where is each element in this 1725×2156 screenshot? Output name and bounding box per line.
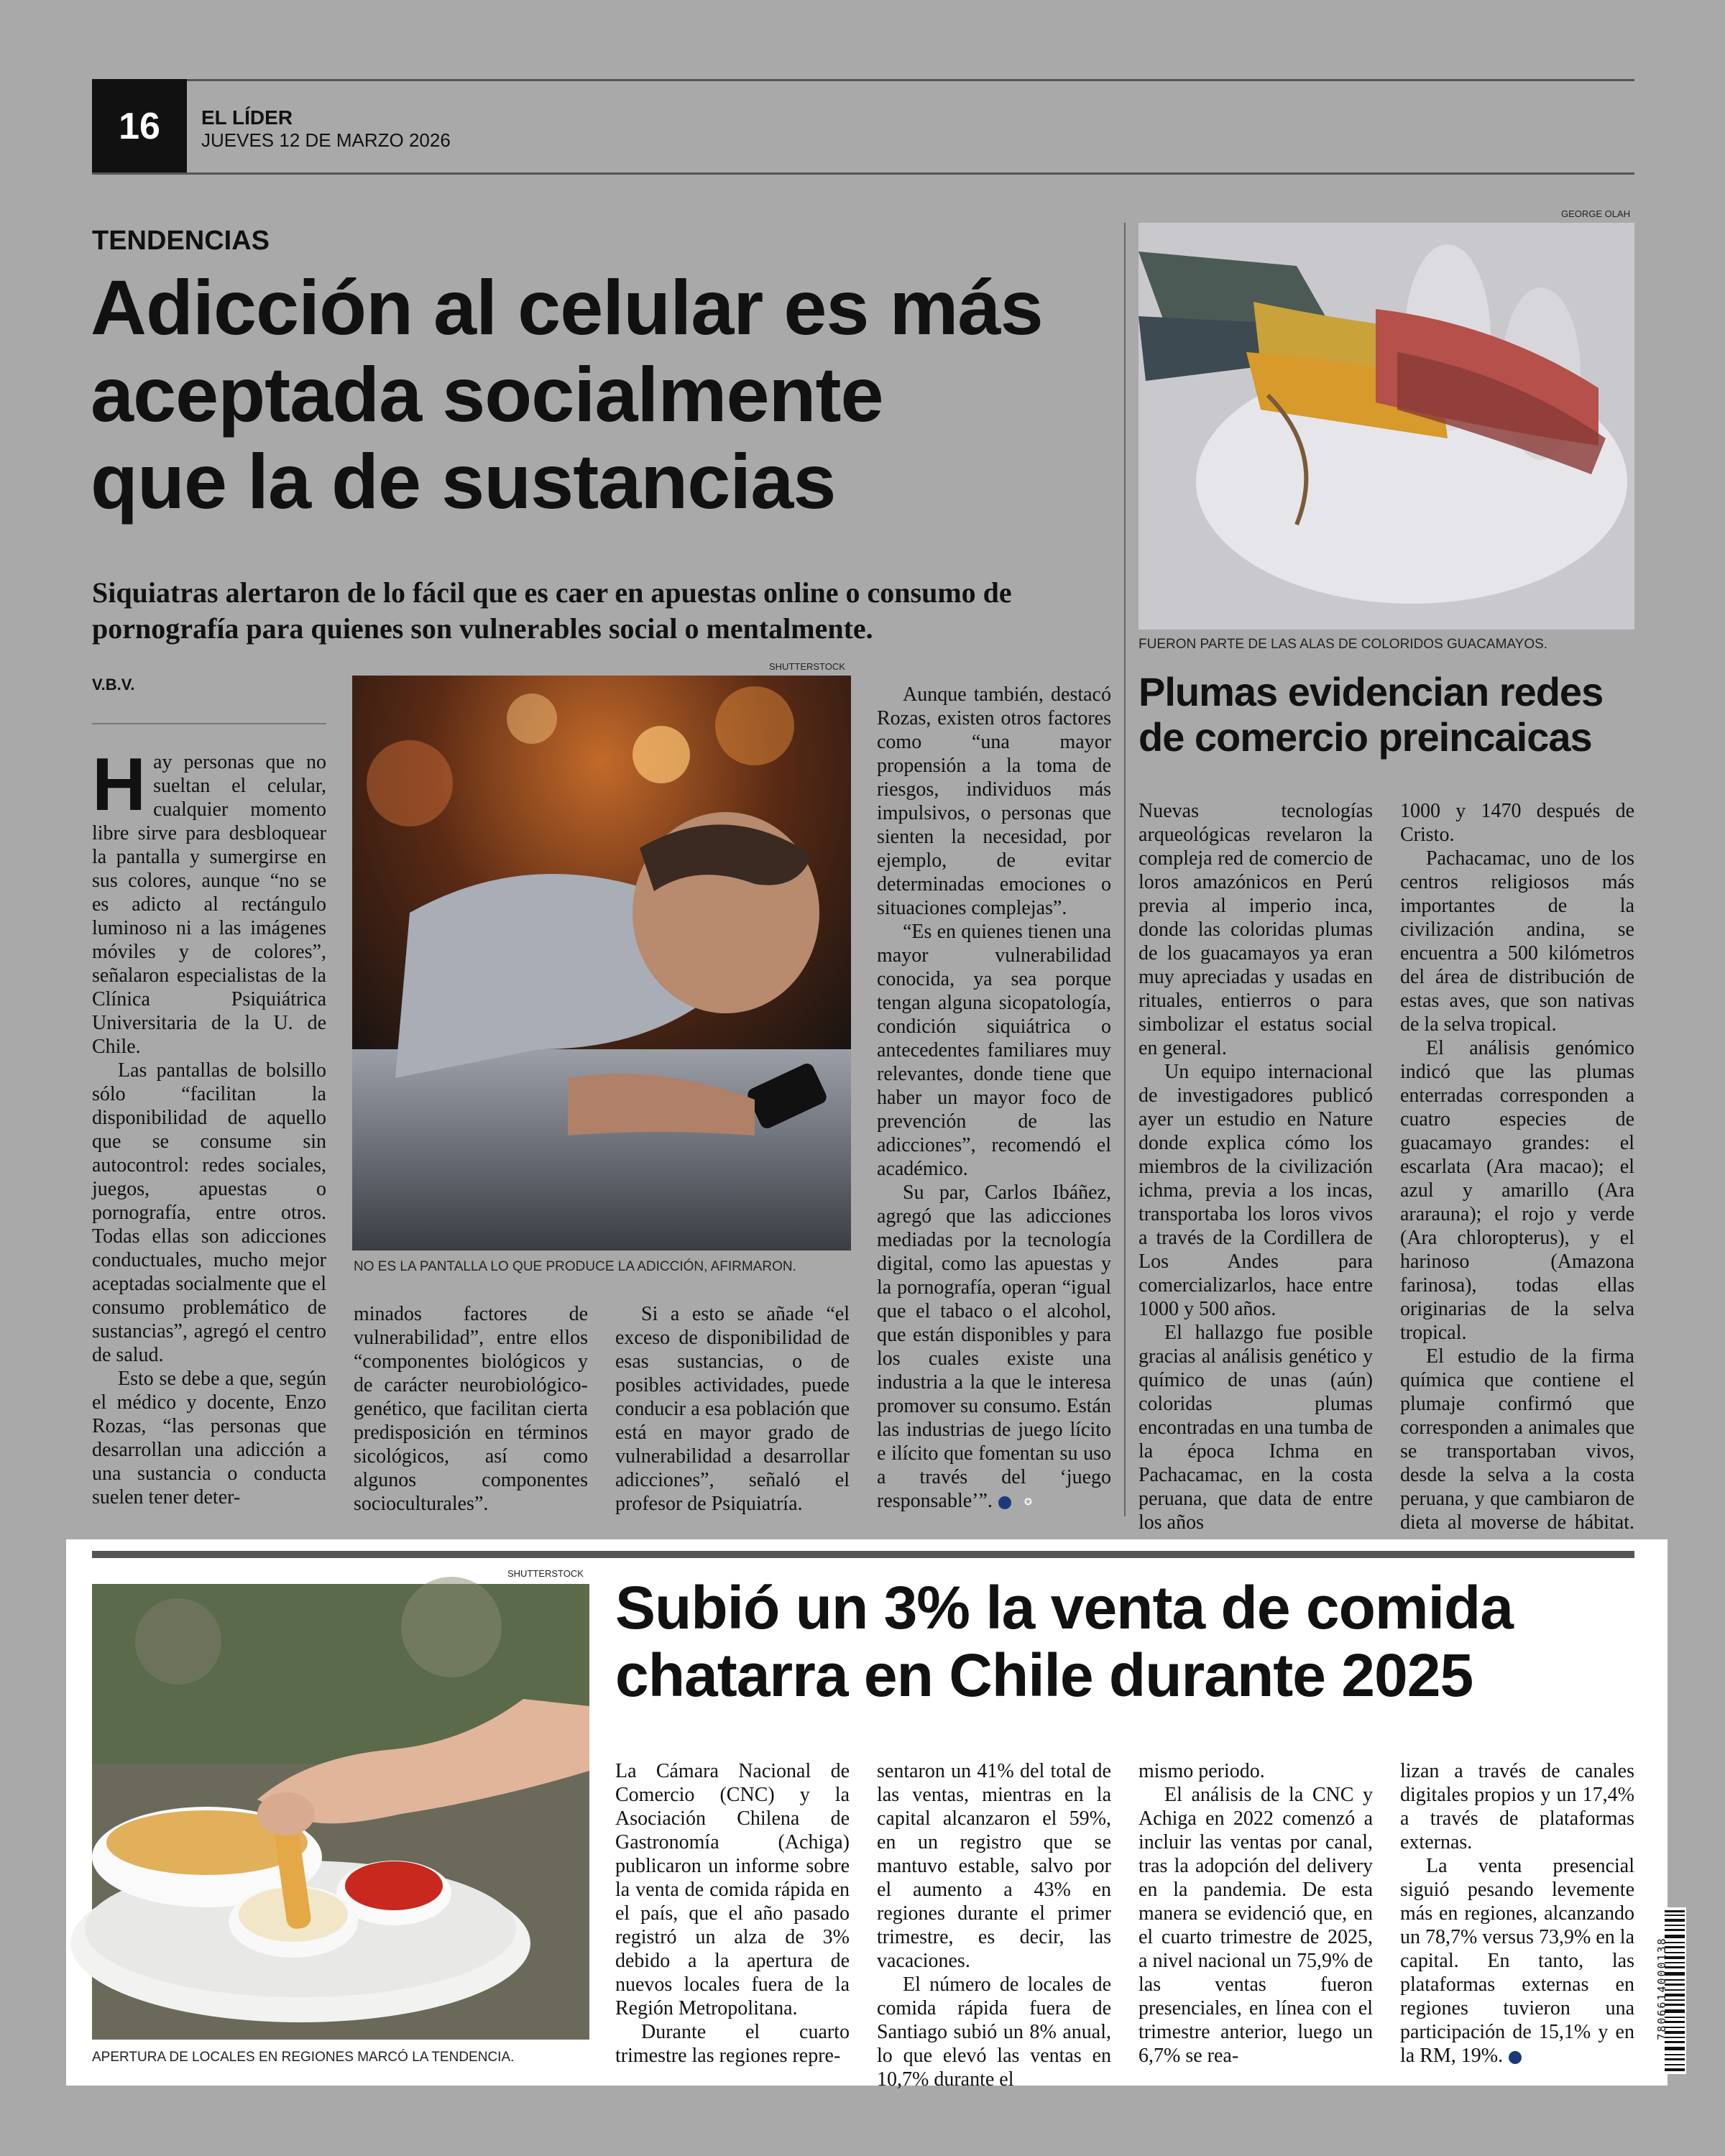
paragraph: Esto se debe a que, según el médico y docente, Enzo Rozas, “las personas que desarrollan una adicción a una sustancia o conducta suelen tener deter- — [92, 1368, 326, 1508]
paragraph: El análisis genómico indicó que las plumas enterradas corresponden a cuatro especies de guacamayo grandes: el escarlata (Ara macao); el azul y amarillo (Ara ararauna); el rojo y verde (Ara chloropterus), y el harinoso (Amazona farinosa), todas ellas originarias de la selva tropical. — [1400, 1037, 1634, 1344]
main-headline-line: aceptada socialmente — [91, 350, 883, 438]
barcode — [1644, 1907, 1686, 2074]
paragraph-text: Su par, Carlos Ibáñez, agregó que las adicciones mediadas por la tecnología digital, como las apuestas y la pornografía, operan “igual que el tabaco o el alcohol, que están disponibles y para los cuales existe una industria a la que le interesa promover su consumo. Están las industrias de juego lícito e ilícito que fomentan su uso a través del ‘juego responsable’”. — [877, 1181, 1111, 1512]
paragraph-text: La venta presencial siguió pesando levemente más en regiones, alcanzando un 78,7% versus 73,9% en la capital. En tanto, las plataformas externas en regiones tuvieron una participación de 15,1% y en la RM, 19%. — [1400, 1855, 1634, 2067]
header-top-rule — [92, 79, 1634, 81]
column-divider — [1124, 223, 1126, 1516]
byline: V.B.V. — [92, 676, 135, 694]
bottom-headline-line: Subió un 3% la venta de comida — [615, 1574, 1513, 1641]
main-headline-line: Adicción al celular es más — [91, 264, 1043, 351]
paragraph: Un equipo internacional de investigadores publicó ayer un estudio en Nature donde explica cómo los miembros de la civilización ichma, previa a los incas, transportaba los loros vivos a través de la Cordillera de Los Andes para comercializarlos, hace entre 1000 y 500 años. — [1138, 1061, 1373, 1320]
bottom-column-2 — [877, 1759, 1111, 2091]
paragraph: minados factores de vulnerabilidad”, entre ellos “componentes biológicos y de carácter neurobiológico-genético, que facilitan cierta predisposición en términos sicológicos, así como algunos componentes socioculturales”. — [354, 1303, 588, 1515]
barcode-number: 7806614000138 — [1655, 1937, 1668, 2040]
main-dek: Siquiatras alertaron de lo fácil que es caer en apuestas online o consumo de pornografía para quienes son vulnerables social o mentalmente. — [92, 576, 1012, 645]
paragraph — [1400, 1345, 1634, 1558]
fries-and-sauce-image — [92, 1584, 589, 2040]
bottom-column-4 — [1400, 1759, 1634, 2076]
header-bottom-rule — [92, 172, 1634, 175]
end-mark-icon: ✪ — [998, 1496, 1011, 1509]
main-photo — [352, 676, 851, 1250]
paragraph — [92, 743, 326, 1059]
feathers-in-gloved-hand-image — [1138, 223, 1634, 630]
paragraph: Durante el cuarto trimestre las regiones repre- — [615, 2021, 850, 2067]
paragraph — [1400, 1854, 1634, 2068]
page-number: 16 — [92, 79, 187, 174]
byline-rule — [92, 723, 326, 724]
bottom-photo-caption: APERTURA DE LOCALES EN REGIONES MARCÓ LA TENDENCIA. — [92, 2050, 515, 2065]
paragraph: Las pantallas de bolsillo sólo “facilitan la disponibilidad de aquello que se consume sin autocontrol: redes sociales, juegos, apuestas o pornografía, entre otros. Todas ellas son adicciones conductuales, mucho mejor aceptadas socialmente que el consumo problemático de sustancias”, agregó el centro de salud. — [92, 1059, 326, 1366]
paragraph: El hallazgo fue posible gracias al análisis genético y químico de unas (aún) coloridas plumas encontradas en una tumba de la época Ichma en Pachacamac, en la costa peruana, que data de entre los años — [1138, 1322, 1373, 1534]
paragraph: Pachacamac, uno de los centros religiosos más importantes de la civilización andina, se encuentra a 500 kilómetros del área de distribución de estas aves, que son nativas de la selva tropical. — [1400, 847, 1634, 1036]
paragraph: sentaron un 41% del total de las ventas, mientras en la capital alcanzaron el 59%, en un registro que se mantuvo estable, salvo por el aumento a 43% en regiones durante el primer trimestre, es decir, las vacaciones. — [877, 1760, 1111, 1972]
paragraph: Aunque también, destacó Rozas, existen otros factores como “una mayor propensión a la toma de riesgos, individuos más impulsivos, o personas que sienten la necesidad, por ejemplo, de evitar determinadas emociones o situaciones complejas”. — [877, 683, 1111, 919]
main-photo-credit: SHUTTERSTOCK — [769, 661, 845, 672]
main-photo-caption: NO ES LA PANTALLA LO QUE PRODUCE LA ADICCIÓN, AFIRMARON. — [354, 1259, 796, 1274]
section-kicker: TENDENCIAS — [92, 226, 270, 256]
end-mark-icon: ✪ — [1509, 2051, 1522, 2064]
main-column-1 — [92, 743, 326, 1519]
bottom-headline — [615, 1574, 1629, 1709]
paragraph: La Cámara Nacional de Comercio (CNC) y la Asociación Chilena de Gastronomía (Achiga) publicaron un informe sobre la venta de comida rápida en el país, que el año pasado registró un alza de 3% debido a la apertura de nuevos locales fuera de la Región Metropolitana. — [615, 1760, 850, 2019]
side-headline — [1138, 670, 1642, 760]
man-in-bed-with-phone-image — [352, 676, 851, 1250]
bottom-photo-credit: SHUTTERSTOCK — [507, 1568, 584, 1579]
bottom-column-1 — [615, 1759, 850, 2076]
paragraph: El número de locales de comida rápida fuera de Santiago subió un 8% anual, lo que elevó las ventas en 10,7% durante el — [877, 1973, 1111, 2091]
side-headline-line: de comercio preincaicas — [1138, 714, 1592, 760]
side-photo — [1138, 223, 1634, 630]
paragraph: Nuevas tecnologías arqueológicas revelaron la compleja red de comercio de loros amazónicos en Perú previa al imperio inca, donde las coloridas plumas de los guacamayos ya eran muy apreciadas y usadas en rituales, entierros o para simbolizar el estatus social en general. — [1138, 800, 1373, 1059]
main-column-3 — [615, 1302, 850, 1525]
publication-date: JUEVES 12 DE MARZO 2026 — [201, 129, 451, 151]
main-column-4 — [877, 683, 1111, 1524]
paragraph-text: El estudio de la firma química que contiene el plumaje confirmó que corresponden a animales que se transportaban vivos, desde la selva a la costa peruana, y que cambiaron de dieta al moverse de hábitat. — [1400, 1345, 1634, 1534]
paragraph: mismo periodo. — [1138, 1760, 1265, 1782]
bottom-photo — [92, 1584, 589, 2040]
side-column-1 — [1138, 799, 1373, 1534]
paragraph: Si a esto se añade “el exceso de disponibilidad de esas sustancias, o de posibles actividades, puede conducir a esa población que está en mayor grado de vulnerabilidad a desarrollar adicciones”, señaló el profesor de Psiquiatría. — [615, 1303, 850, 1515]
paragraph: El análisis de la CNC y Achiga en 2022 comenzó a incluir las ventas por canal, tras la adopción del delivery en la pandemia. De esta manera se evidenció que, en el cuarto trimestre de 2025, a nivel nacional un 75,9% de las ventas fueron presenciales, en línea con el trimestre anterior, luego un 6,7% se rea- — [1138, 1784, 1373, 2067]
paragraph: lizan a través de canales digitales propios y un 17,4% a través de plataformas externas. — [1400, 1760, 1634, 1853]
side-photo-credit: GEORGE OLAH — [1561, 208, 1631, 219]
side-headline-line: Plumas evidencian redes — [1138, 669, 1604, 714]
main-headline — [91, 264, 1126, 525]
paragraph — [877, 1181, 1111, 1513]
main-column-2 — [354, 1302, 588, 1525]
publication-name: EL LÍDER — [201, 106, 293, 129]
paragraph: 1000 y 1470 después de Cristo. — [1400, 800, 1634, 846]
drop-cap: H — [92, 743, 147, 826]
side-photo-caption: FUERON PARTE DE LAS ALAS DE COLORIDOS GUACAMAYOS. — [1138, 637, 1548, 652]
side-column-2 — [1400, 799, 1634, 1534]
bottom-headline-line: chatarra en Chile durante 2025 — [615, 1641, 1473, 1710]
bottom-top-rule — [92, 1551, 1634, 1558]
paragraph: “Es en quienes tienen una mayor vulnerabilidad conocida, ya sea porque tengan alguna sicopatología, condición siquiátrica o antecedentes familiares muy relevantes, donde tiene que haber un mayor foco de prevención de las adicciones”, recomendó el académico. — [877, 921, 1111, 1180]
bottom-column-3 — [1138, 1759, 1373, 2076]
main-headline-line: que la de sustancias — [91, 437, 836, 525]
paragraph-text: ay personas que no sueltan el celular, cualquier momento libre sirve para desbloquear la pantalla y sumergirse en sus colores, aunque “no se es adicto al rectángulo luminoso ni a las imágenes móviles y de colores”, señalaron especialistas de la Clínica Psiquiátrica Universitaria de la U. de Chile. — [92, 751, 326, 1058]
